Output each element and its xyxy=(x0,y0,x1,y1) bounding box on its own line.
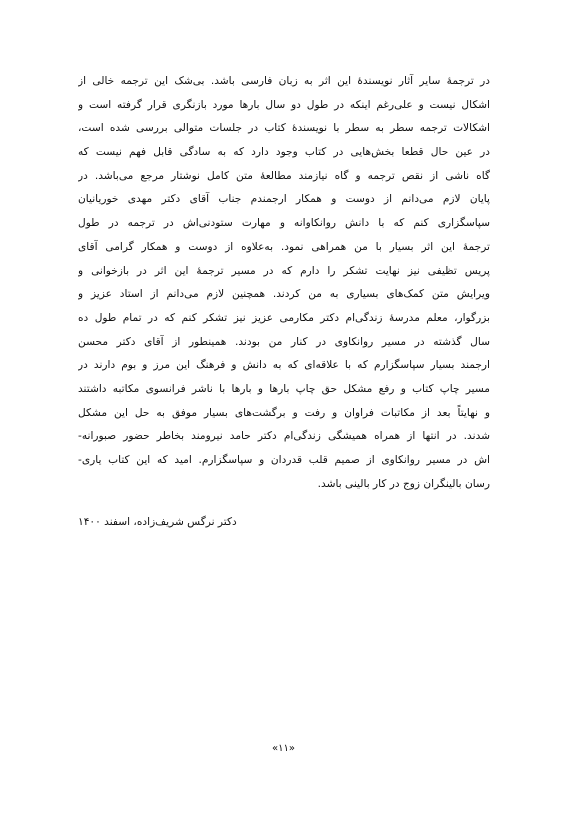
paragraph-line-8: ترجمهٔ این اثر بسیار با من همراهی نمود. به‌علاوه از دوست و همکار گرامی آقای xyxy=(78,240,490,253)
body-paragraph xyxy=(78,70,490,496)
paragraph-line-13: ارجمند بسیار سپاسگزارم که با علاقه‌ای که به دانش و فرهنگ این مرز و بوم دارند در xyxy=(78,359,490,372)
paragraph-line-15: و نهایتاً بعد از مکاتبات فراوان و رفت و برگشت‌های بسیار موفق به حل این مشکل xyxy=(78,406,490,419)
paragraph-line-7: سپاسگزاری کنم که با دانش روانکاوانه و مهارت ستودنی‌اش در ترجمه در طول xyxy=(78,217,490,230)
paragraph-line-1: در ترجمهٔ سایر آثار نویسندهٔ این اثر به زبان فارسی باشد. بی‌شک این ترجمه خالی از xyxy=(78,75,490,87)
paragraph-line-10: ویرایش متن کمک‌های بسیاری به من کردند. همچنین لازم می‌دانم از استاد عزیز و xyxy=(78,288,490,301)
paragraph-line-6: پایان لازم می‌دانم از دوست و همکار ارجمندم جناب آقای دکتر مهدی خوریانیان xyxy=(78,193,490,206)
paragraph-line-2: اشکال نیست و علی‌رغم اینکه در طول دو سال بارها مورد بازنگری قرار گرفته است و xyxy=(78,98,490,111)
paragraph-line-12: سال گذشته در مسیر روانکاوی در کنار من بودند. همینطور از آقای دکتر محسن xyxy=(78,335,490,348)
page-number: «۱۱» xyxy=(272,743,295,754)
paragraph-line-4: در عین حال قطعا بخش‌هایی در کتاب وجود دارد که به سادگی قابل فهم نیست که xyxy=(78,146,490,159)
paragraph-line-14: مسیر چاپ کتاب و رفع مشکل حق چاپ بارها و بارها با ناشر فرانسوی مکاتبه داشتند xyxy=(78,382,490,395)
paragraph-line-16: شدند. در انتها از همراه همیشگی زندگی‌ام دکتر حامد نیرومند بخاطر حضور صبورانه‌- xyxy=(78,430,490,443)
paragraph-line-18: رسان بالینگران زوج در کار بالینی باشد. xyxy=(317,477,490,490)
paragraph-line-5: گاه ناشی از نقص ترجمه و گاه نیازمند مطالعهٔ متن کامل نوشتار مرجع می‌باشد. در xyxy=(78,169,490,182)
author-signature: دکتر نرگس شریف‌زاده، اسفند ۱۴۰۰ xyxy=(78,516,237,528)
paragraph-line-3: اشکالات ترجمه سطر به سطر با نویسندهٔ کتاب در جلسات متوالی بررسی شده است، xyxy=(78,122,490,135)
paragraph-line-11: بزرگوار، معلم مدرسهٔ زندگی‌ام دکتر مکارمی عزیز نیز تشکر کنم که در تمام طول ده xyxy=(78,311,490,324)
paragraph-line-17: اش در مسیر روانکاوی از صمیم قلب قدردان و سپاسگزارم. امید که این کتاب یاری- xyxy=(78,454,490,466)
paragraph-line-9: پریس تظیفی نیز نهایت تشکر را دارم که در مسیر ترجمهٔ این اثر در بازخوانی و xyxy=(78,264,490,277)
